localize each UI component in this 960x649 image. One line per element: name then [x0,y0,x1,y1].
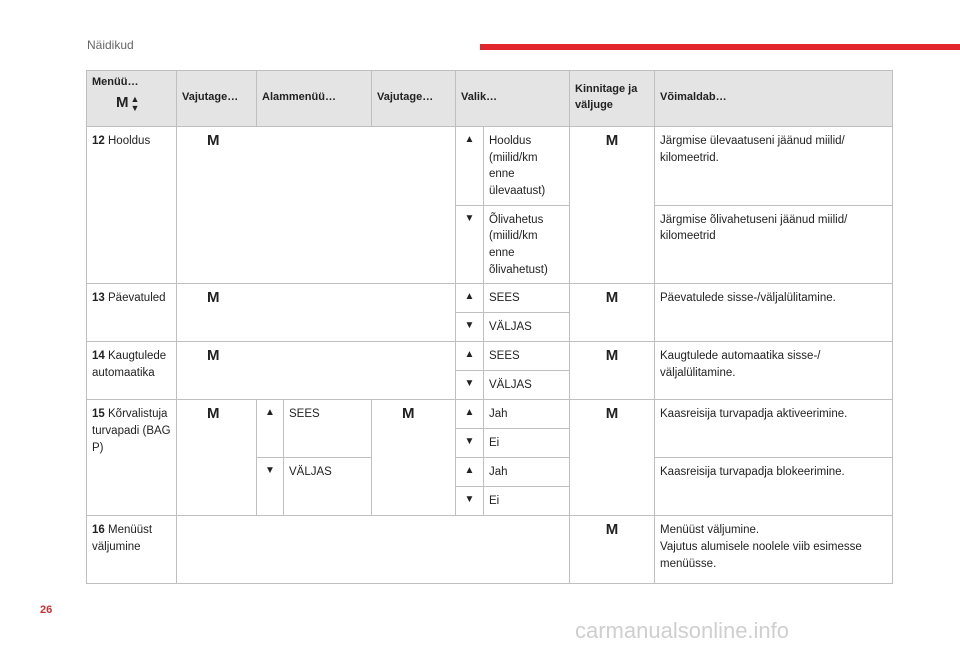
header-option: Valik… [456,71,570,127]
option-cell: Õlivahetus (miilid/km enne õlivahetust) [484,205,570,284]
submenu-cell: VÄLJAS [284,458,372,516]
menu-table [86,70,893,584]
header-menu: Menüü… M ▲ ▼ [87,71,177,127]
m-button-icon: M [605,289,619,307]
m-button-icon: M [116,93,129,111]
menu-cell: 12 Hooldus [87,127,177,284]
option-cell: Jah [484,400,570,429]
menu-cell: 16 Menüüst väljumine [87,516,177,584]
submenu-cell: SEES [284,400,372,458]
up-arrow-icon: ▲ [456,127,484,206]
table-row [87,516,893,584]
menu-cell: 14 Kaugtulede automaatika [87,342,177,400]
up-arrow-icon: ▲ [456,458,484,487]
header-press-2: Vajutage… [372,71,456,127]
up-arrow-icon: ▲ [257,400,284,458]
header-confirm-exit: Kinnitage ja väljuge [570,71,655,127]
table-header-row [87,71,893,127]
m-button-icon: M [605,347,619,365]
m-button-icon: M [605,405,619,423]
section-title: Näidikud [87,38,134,52]
description-cell: Kaasreisija turvapadja blokeerimine. [655,458,893,516]
m-button-icon: M [207,347,220,365]
table-row [87,342,893,371]
description-cell: Järgmise õlivahetuseni jäänud miilid/ kilomeetrid [655,205,893,284]
menu-cell: 15 Kõrvalistuja turvapadi (BAG P) [87,400,177,516]
option-cell: Ei [484,429,570,458]
up-arrow-icon: ▲ [456,400,484,429]
option-cell: VÄLJAS [484,371,570,400]
up-arrow-icon: ▲ [456,284,484,313]
m-button-icon: M [207,289,220,307]
down-arrow-icon: ▼ [456,313,484,342]
page-number: 26 [40,604,53,616]
down-arrow-icon: ▼ [456,205,484,284]
down-arrow-icon: ▼ [456,429,484,458]
m-button-icon: M [402,405,415,423]
watermark: carmanualsonline.info [575,618,790,643]
down-arrow-icon: ▼ [456,371,484,400]
table-row [87,284,893,313]
m-button-icon: M [207,405,220,423]
table-row [87,400,893,429]
description-cell: Menüüst väljumine. Vajutus alumisele noolele viib esimesse menüüsse. [655,516,893,584]
down-arrow-icon: ▼ [456,487,484,516]
up-down-arrows-icon: ▲ ▼ [130,94,140,114]
down-arrow-icon: ▼ [257,458,284,516]
header-submenu: Alammenüü… [257,71,372,127]
header-enables: Võimaldab… [655,71,893,127]
option-cell: Ei [484,487,570,516]
table-row [87,127,893,206]
m-button-icon: M [605,521,619,539]
m-button-icon: M [207,132,220,149]
description-cell: Järgmise ülevaatuseni jäänud miilid/ kilomeetrid. [655,127,893,206]
option-cell: SEES [484,284,570,313]
description-cell: Kaasreisija turvapadja aktiveerimine. [655,400,893,458]
option-cell: Hooldus (miilid/km enne ülevaatust) [484,127,570,206]
option-cell: Jah [484,458,570,487]
header-press-1: Vajutage… [177,71,257,127]
header-accent-bar [480,44,960,50]
up-arrow-icon: ▲ [456,342,484,371]
description-cell: Päevatulede sisse-/väljalülitamine. [655,284,893,342]
m-button-icon: M [605,132,619,149]
option-cell: SEES [484,342,570,371]
description-cell: Kaugtulede automaatika sisse-/ väljalülitamine. [655,342,893,400]
option-cell: VÄLJAS [484,313,570,342]
menu-cell: 13 Päevatuled [87,284,177,342]
